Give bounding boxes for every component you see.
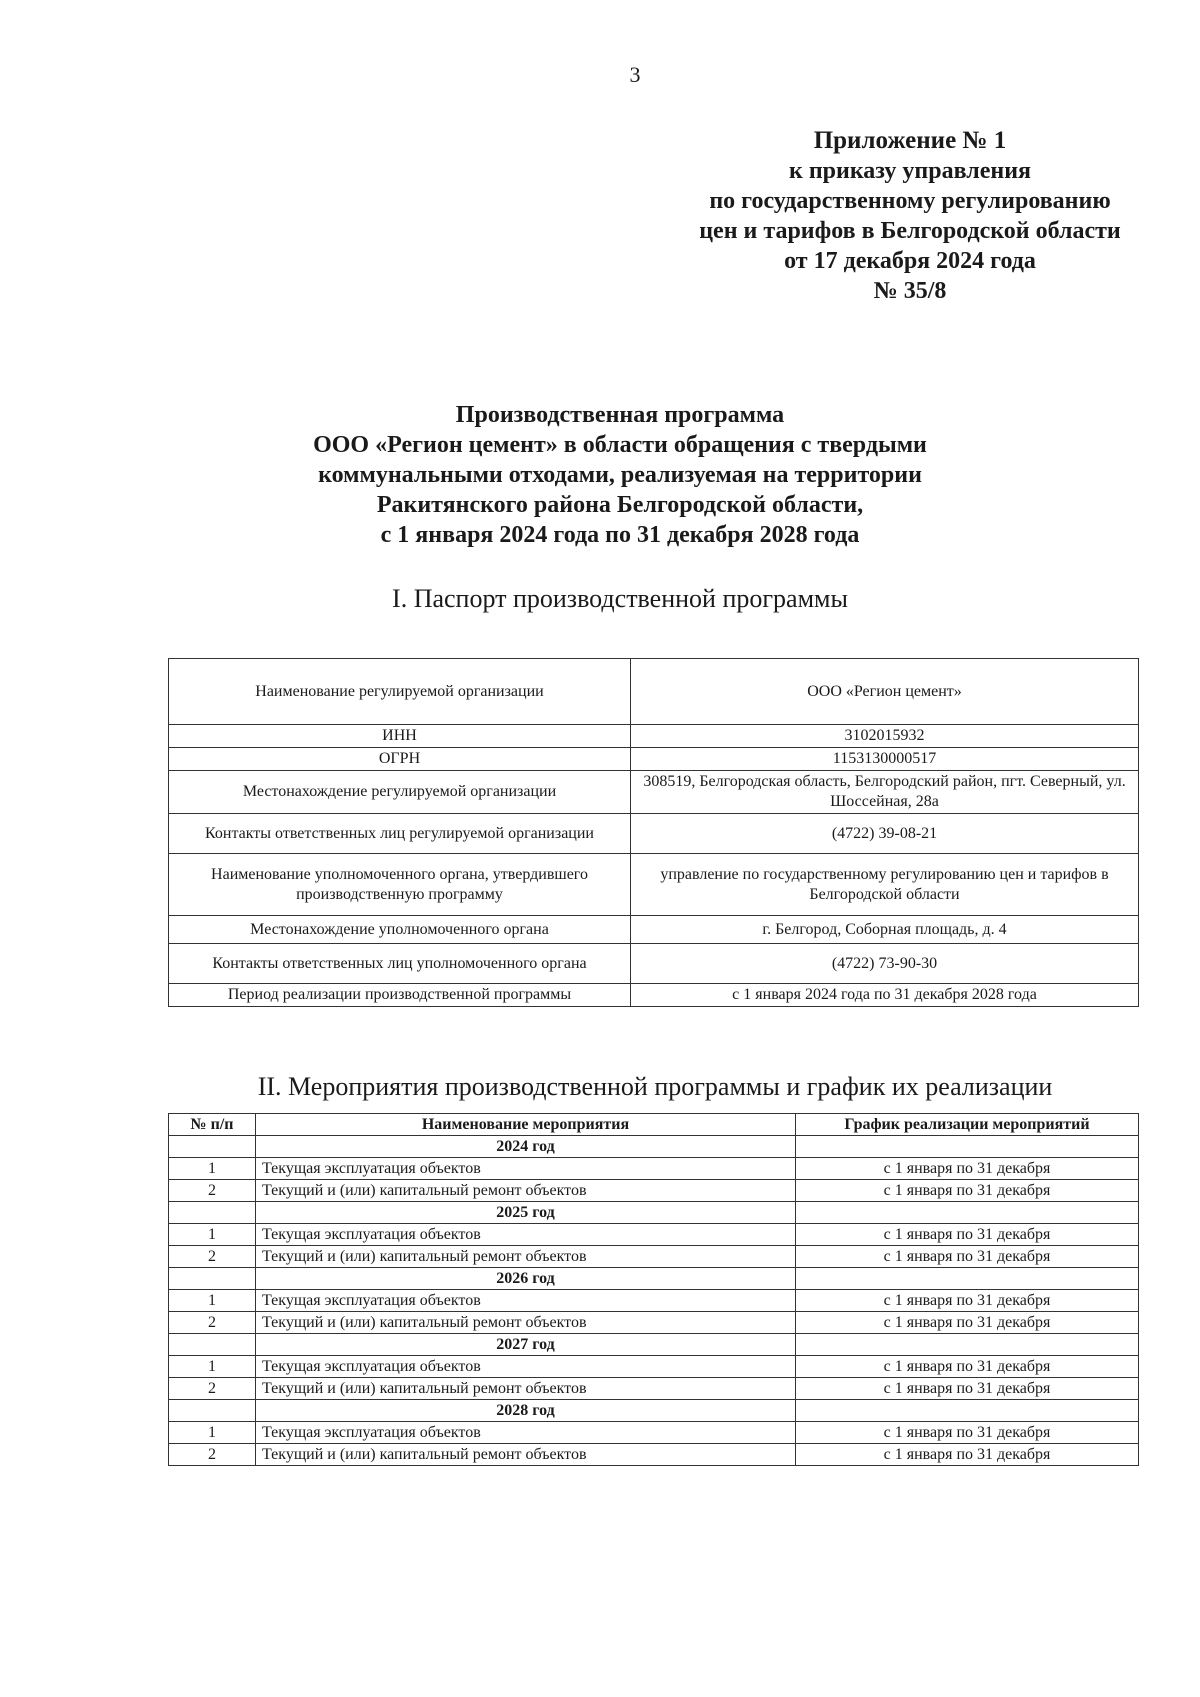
appendix-line: от 17 декабря 2024 года [784,248,1036,274]
year-schedule-cell [796,1136,1139,1158]
appendix-line: по государственному регулированию [709,188,1111,214]
passport-row [169,984,1139,1007]
section2-heading: II. Мероприятия производственной программы и график их реализации [257,1072,1053,1101]
year-label: 2028 год [256,1400,796,1422]
program-title [220,400,1020,550]
event-schedule: с 1 января по 31 декабря [796,1378,1139,1400]
appendix-line: № 35/8 [873,278,947,304]
event-name: Текущая эксплуатация объектов [256,1356,796,1378]
year-schedule-cell [796,1334,1139,1356]
year-row [169,1136,1139,1158]
passport-value: 3102015932 [631,725,1139,748]
passport-row [169,659,1139,725]
event-row [169,1290,1139,1312]
event-name: Текущий и (или) капитальный ремонт объектов [256,1246,796,1268]
event-name: Текущий и (или) капитальный ремонт объектов [256,1312,796,1334]
events-header-row [169,1114,1139,1136]
event-schedule: с 1 января по 31 декабря [796,1180,1139,1202]
appendix-line: к приказу управления [788,158,1031,184]
event-num: 2 [169,1246,256,1268]
event-num: 2 [169,1312,256,1334]
year-label: 2024 год [256,1136,796,1158]
passport-label: Наименование регулируемой организации [169,659,631,725]
passport-label: Наименование уполномоченного органа, утвердившего производственную программу [169,854,631,916]
passport-value: 308519, Белгородская область, Белгородский район, пгт. Северный, ул. Шоссейная, 28а [631,771,1139,814]
passport-row [169,814,1139,854]
year-schedule-cell [796,1202,1139,1224]
event-schedule: с 1 января по 31 декабря [796,1422,1139,1444]
event-row [169,1246,1139,1268]
page-number: 3 [629,62,641,87]
passport-value: (4722) 39-08-21 [631,814,1139,854]
program-title-line: Производственная программа [455,402,785,428]
passport-row [169,944,1139,984]
passport-value: (4722) 73-90-30 [631,944,1139,984]
program-title-line: Ракитянского района Белгородской области, [376,492,864,518]
year-row [169,1400,1139,1422]
year-row [169,1268,1139,1290]
event-name: Текущий и (или) капитальный ремонт объектов [256,1378,796,1400]
event-name: Текущая эксплуатация объектов [256,1224,796,1246]
program-title-line: ООО «Регион цемент» в области обращения с твердыми [313,432,927,458]
event-schedule: с 1 января по 31 декабря [796,1158,1139,1180]
passport-value: 1153130000517 [631,748,1139,771]
event-schedule: с 1 января по 31 декабря [796,1312,1139,1334]
year-schedule-cell [796,1400,1139,1422]
passport-row [169,725,1139,748]
event-row [169,1180,1139,1202]
appendix-line: Приложение № 1 [813,127,1007,154]
year-schedule-cell [796,1268,1139,1290]
passport-value: управление по государственному регулированию цен и тарифов в Белгородской области [631,854,1139,916]
year-num-cell [169,1268,256,1290]
appendix-header [640,126,1180,306]
events-table-body [169,1136,1139,1466]
event-row [169,1312,1139,1334]
passport-row [169,748,1139,771]
year-row [169,1334,1139,1356]
event-name: Текущий и (или) капитальный ремонт объектов [256,1444,796,1466]
program-title-line: коммунальными отходами, реализуемая на территории [318,462,922,488]
year-num-cell [169,1136,256,1158]
passport-label: Местонахождение регулируемой организации [169,771,631,814]
event-schedule: с 1 января по 31 декабря [796,1246,1139,1268]
section1-heading: I. Паспорт производственной программы [392,584,848,613]
event-schedule: с 1 января по 31 декабря [796,1444,1139,1466]
event-num: 1 [169,1224,256,1246]
event-num: 1 [169,1422,256,1444]
passport-table [168,658,1139,1007]
event-row [169,1378,1139,1400]
passport-label: Период реализации производственной программы [169,984,631,1007]
event-schedule: с 1 января по 31 декабря [796,1224,1139,1246]
header-schedule: График реализации мероприятий [796,1114,1139,1136]
event-row [169,1444,1139,1466]
appendix-line: цен и тарифов в Белгородской области [699,218,1121,244]
event-name: Текущая эксплуатация объектов [256,1422,796,1444]
event-row [169,1158,1139,1180]
passport-row [169,854,1139,916]
header-num: № п/п [169,1114,256,1136]
passport-row [169,916,1139,944]
event-num: 1 [169,1290,256,1312]
event-row [169,1422,1139,1444]
year-label: 2027 год [256,1334,796,1356]
event-num: 1 [169,1158,256,1180]
passport-label: ИНН [169,725,631,748]
passport-value: с 1 января 2024 года по 31 декабря 2028 года [631,984,1139,1007]
event-name: Текущая эксплуатация объектов [256,1290,796,1312]
event-num: 2 [169,1444,256,1466]
event-schedule: с 1 января по 31 декабря [796,1290,1139,1312]
event-row [169,1224,1139,1246]
passport-label: Контакты ответственных лиц уполномоченного органа [169,944,631,984]
passport-label: ОГРН [169,748,631,771]
header-name: Наименование мероприятия [256,1114,796,1136]
event-row [169,1356,1139,1378]
events-table [168,1113,1139,1466]
program-title-line: с 1 января 2024 года по 31 декабря 2028 года [380,522,860,548]
passport-value: г. Белгород, Соборная площадь, д. 4 [631,916,1139,944]
year-num-cell [169,1400,256,1422]
passport-value: ООО «Регион цемент» [631,659,1139,725]
passport-label: Местонахождение уполномоченного органа [169,916,631,944]
event-num: 2 [169,1378,256,1400]
event-schedule: с 1 января по 31 декабря [796,1356,1139,1378]
year-num-cell [169,1334,256,1356]
year-label: 2026 год [256,1268,796,1290]
events-table-head [169,1114,1139,1136]
passport-table-body [169,659,1139,1007]
year-row [169,1202,1139,1224]
event-name: Текущий и (или) капитальный ремонт объектов [256,1180,796,1202]
event-num: 1 [169,1356,256,1378]
event-name: Текущая эксплуатация объектов [256,1158,796,1180]
year-label: 2025 год [256,1202,796,1224]
passport-label: Контакты ответственных лиц регулируемой организации [169,814,631,854]
event-num: 2 [169,1180,256,1202]
year-num-cell [169,1202,256,1224]
passport-row [169,771,1139,814]
